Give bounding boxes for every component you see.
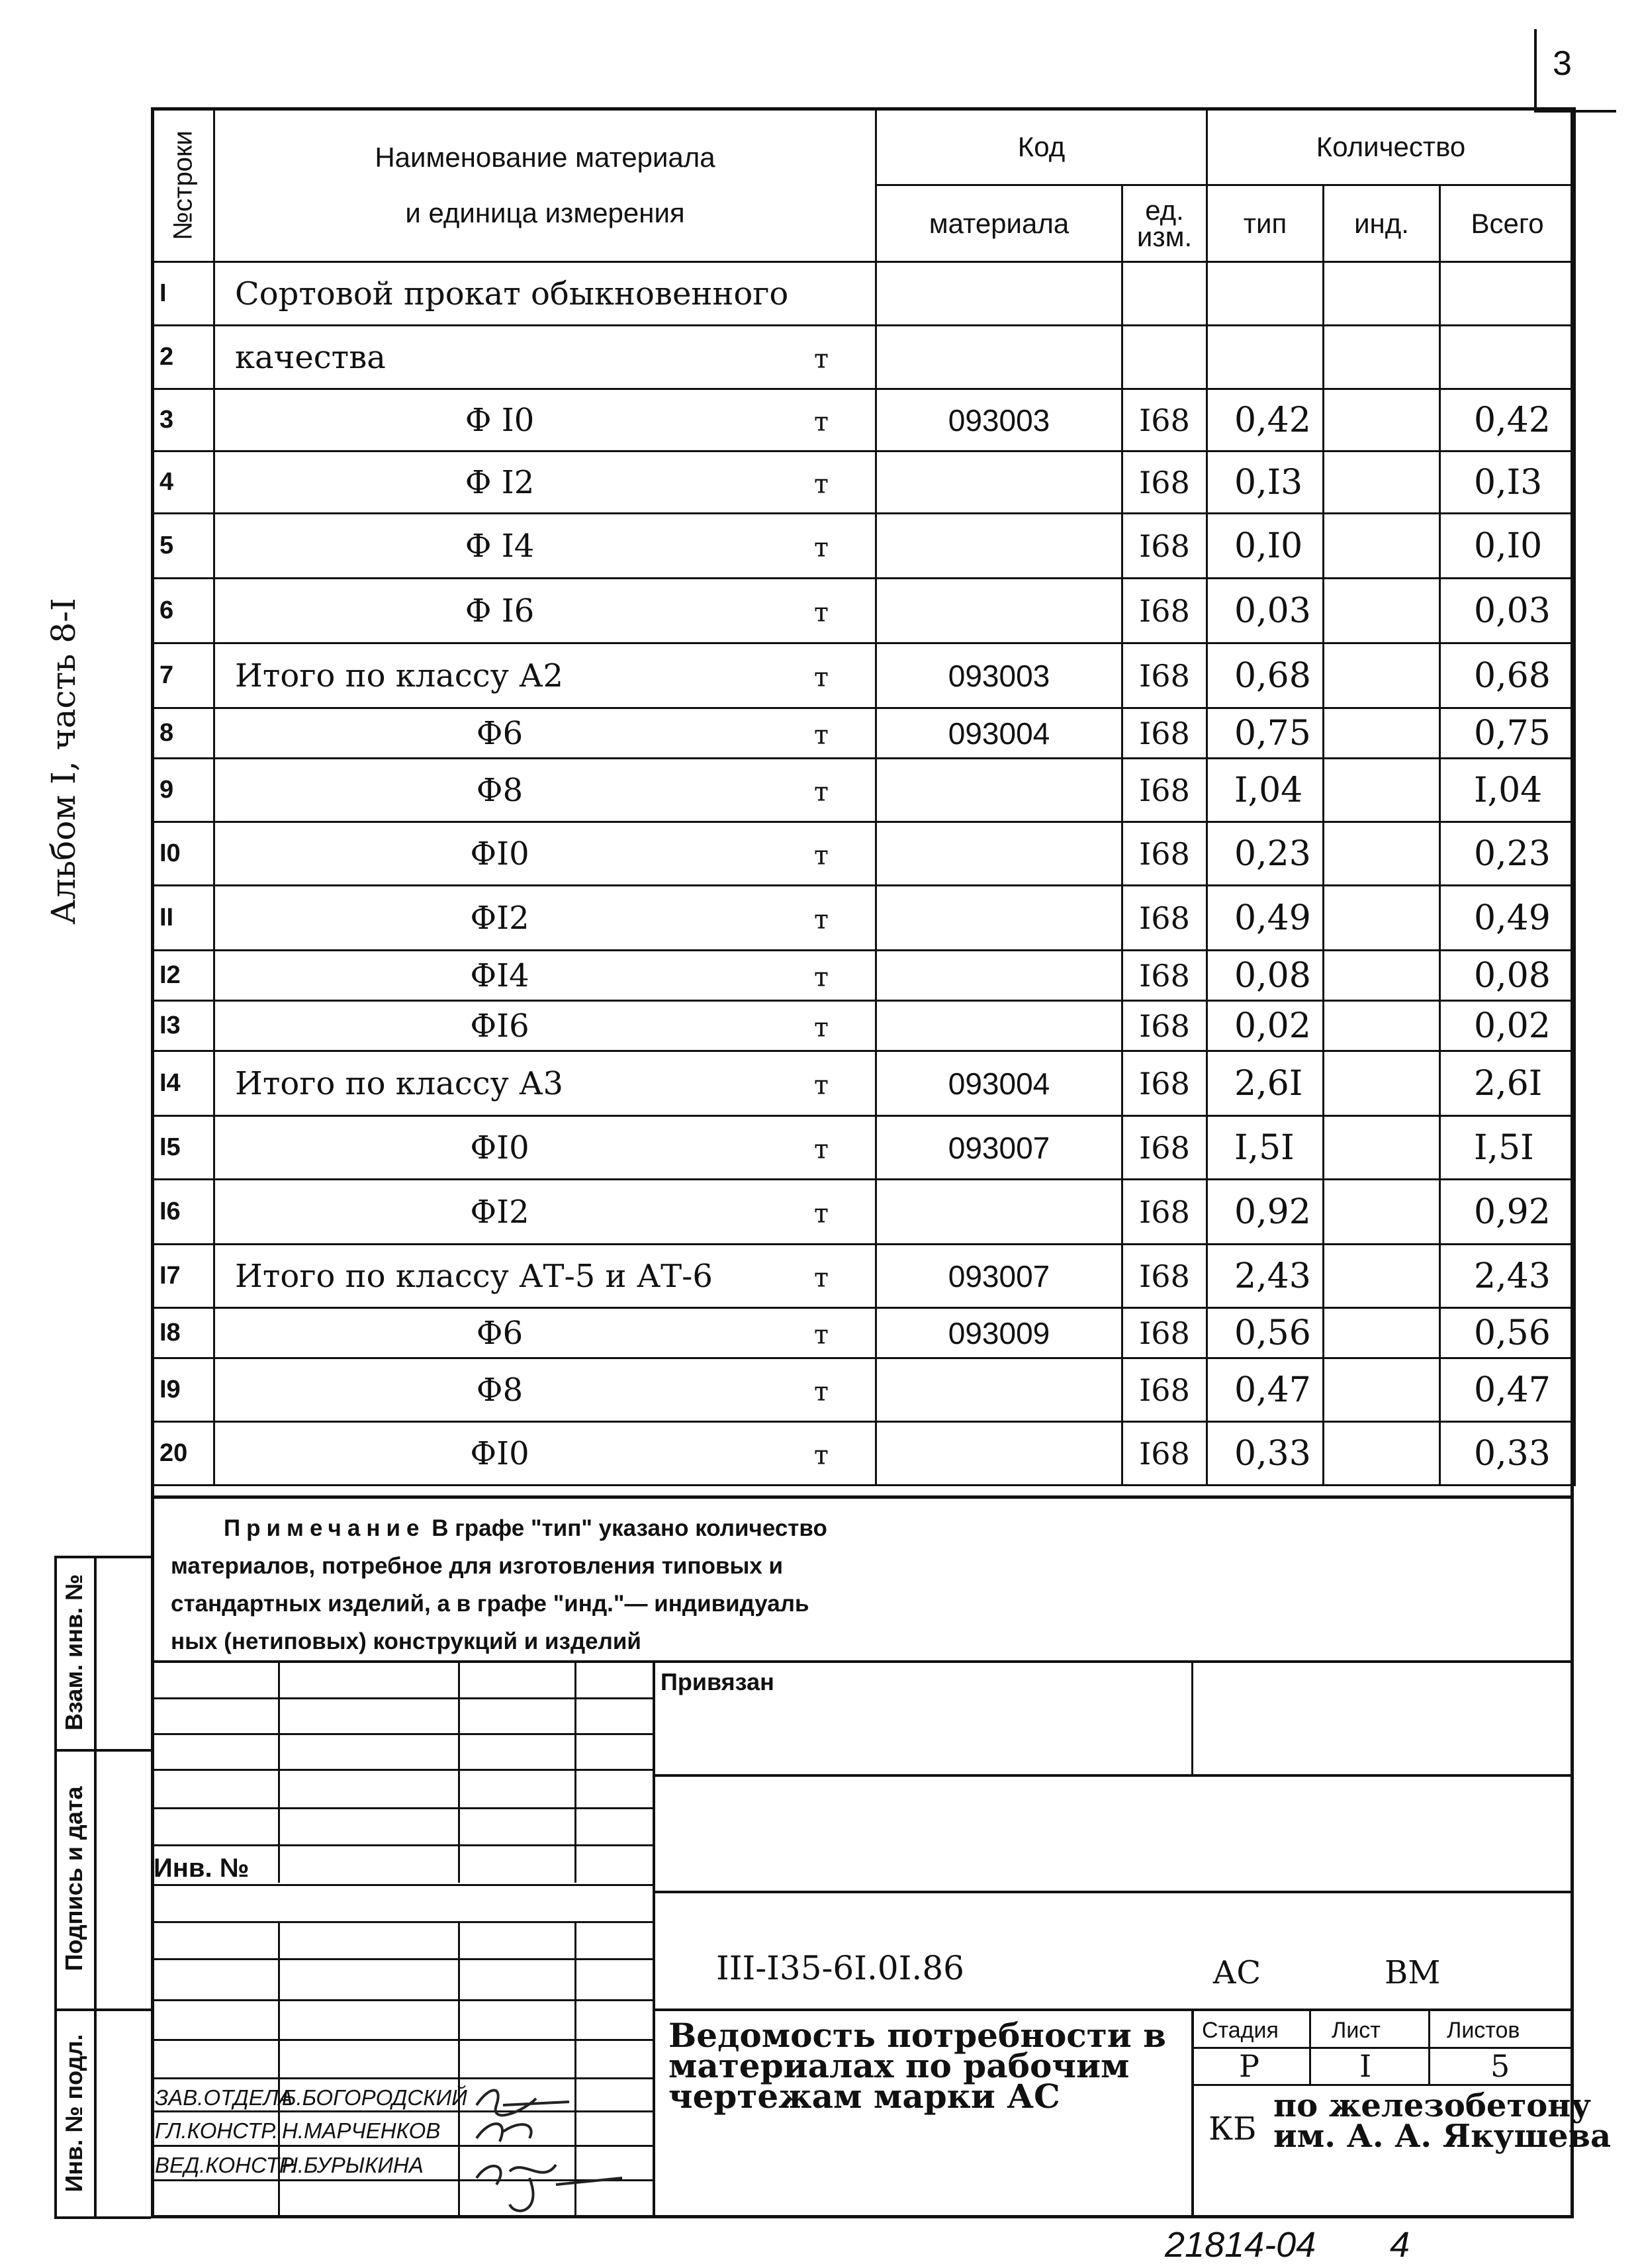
grid-line	[653, 1891, 1574, 1893]
signer-3: Н.БУРЫКИНА	[282, 2153, 424, 2177]
row-number: 3	[152, 389, 214, 451]
page-number-box	[1534, 29, 1616, 113]
quantity-typ: 2,6I	[1207, 1051, 1324, 1116]
row-number: I6	[152, 1180, 214, 1245]
material-name-cell	[214, 1116, 876, 1180]
signature-2	[477, 2124, 531, 2142]
table-row	[152, 1116, 1575, 1180]
quantity-ind	[1324, 822, 1440, 886]
material-code: 093007	[876, 1245, 1122, 1308]
material-name-cell	[214, 262, 876, 326]
material-name-cell	[214, 886, 876, 951]
material-code: 093009	[876, 1308, 1122, 1358]
side-column-bottom-border	[54, 2216, 151, 2219]
quantity-ind	[1324, 759, 1440, 822]
header-qty-typ: тип	[1207, 185, 1324, 262]
grid-line	[1191, 2084, 1574, 2086]
side-column-top-border	[54, 1556, 151, 1558]
material-unit: т	[813, 468, 829, 499]
title-block-top-border	[151, 1660, 1574, 1663]
quantity-total: 0,42	[1440, 389, 1575, 451]
sheets-label: Листов	[1447, 2018, 1520, 2043]
unit-code: I68	[1122, 1116, 1207, 1180]
material-code	[876, 1422, 1122, 1486]
unit-code: I68	[1122, 514, 1207, 579]
row-number: II	[152, 886, 214, 951]
quantity-total: 0,68	[1440, 643, 1575, 708]
material-code	[876, 262, 1122, 326]
sheets-value: 5	[1490, 2048, 1510, 2084]
table-row	[152, 886, 1575, 951]
unit-code: I68	[1122, 1358, 1207, 1422]
material-code	[876, 326, 1122, 389]
quantity-ind	[1324, 389, 1440, 451]
material-name-cell	[214, 1001, 876, 1051]
note-line-2: материалов, потребное для изготовления типовых и	[171, 1553, 784, 1579]
material-code: 093003	[876, 389, 1122, 451]
material-name-cell	[214, 708, 876, 759]
row-number: 6	[152, 579, 214, 643]
note-label: Примечание	[224, 1515, 426, 1541]
side-column-divider-2	[54, 2008, 151, 2011]
unit-code: I68	[1122, 886, 1207, 951]
material-unit: т	[813, 1012, 829, 1043]
table-row	[152, 1051, 1575, 1116]
row-number: I2	[152, 951, 214, 1001]
quantity-typ: I,04	[1207, 759, 1324, 822]
table-row	[152, 1001, 1575, 1051]
material-unit: т	[813, 904, 829, 935]
material-unit: т	[813, 1069, 829, 1100]
row-number: 20	[152, 1422, 214, 1486]
material-name-cell	[214, 822, 876, 886]
material-unit: т	[813, 596, 829, 628]
material-name: Ф6	[476, 1314, 524, 1352]
quantity-typ: 0,56	[1207, 1308, 1324, 1358]
quantity-typ: I,5I	[1207, 1116, 1324, 1180]
signature-1	[477, 2091, 569, 2116]
quantity-total	[1440, 262, 1575, 326]
material-unit: т	[813, 343, 829, 374]
quantity-typ: 0,33	[1207, 1422, 1324, 1486]
material-name-cell	[214, 951, 876, 1001]
grid-line	[151, 2039, 654, 2041]
organization: по железобетону им. А. А. Якушева	[1273, 2087, 1612, 2155]
row-number: I5	[152, 1116, 214, 1180]
material-code	[876, 886, 1122, 951]
stage-value: Р	[1239, 2048, 1259, 2084]
header-quantity: Количество	[1207, 109, 1575, 185]
grid-line	[151, 1958, 654, 1960]
row-number: 8	[152, 708, 214, 759]
signatures	[463, 2079, 635, 2231]
quantity-typ	[1207, 326, 1324, 389]
material-name: Ф I6	[465, 592, 535, 630]
grid-line	[653, 2008, 1574, 2011]
header-row-number: №строки	[152, 109, 214, 262]
table-row	[152, 514, 1575, 579]
grid-line	[653, 1660, 655, 2216]
header-material-name: Наименование материала и единица измерения	[214, 109, 876, 262]
quantity-ind	[1324, 262, 1440, 326]
material-unit: т	[813, 1439, 829, 1470]
quantity-typ: 0,49	[1207, 886, 1324, 951]
material-name: ФI4	[470, 957, 529, 994]
table-row	[152, 759, 1575, 822]
unit-code: I68	[1122, 951, 1207, 1001]
note-line-4: ных (нетиповых) конструкций и изделий	[171, 1629, 641, 1654]
material-unit: т	[813, 1133, 829, 1164]
quantity-total: I,5I	[1440, 1116, 1575, 1180]
material-code: 093003	[876, 643, 1122, 708]
material-unit: т	[813, 961, 829, 992]
material-name-cell	[214, 759, 876, 822]
unit-code: I68	[1122, 389, 1207, 451]
document-mark: АС	[1212, 1954, 1261, 1991]
table-row	[152, 451, 1575, 514]
quantity-ind	[1324, 1116, 1440, 1180]
note-line-1: В графе "тип" указано количество	[432, 1515, 827, 1541]
materials-table	[151, 107, 1576, 1486]
org-prefix: КБ	[1209, 2110, 1257, 2148]
material-unit: т	[813, 719, 829, 750]
grid-line	[151, 1884, 654, 1886]
material-name-cell	[214, 1358, 876, 1422]
document-type: ВМ	[1385, 1954, 1441, 1991]
material-unit: т	[813, 1319, 829, 1350]
material-code	[876, 1180, 1122, 1245]
material-code: 093007	[876, 1116, 1122, 1180]
material-name: ФI0	[470, 1435, 529, 1472]
unit-code: I68	[1122, 1422, 1207, 1486]
quantity-typ: 0,03	[1207, 579, 1324, 643]
material-unit: т	[813, 1262, 829, 1293]
material-name-cell	[214, 326, 876, 389]
quantity-ind	[1324, 1001, 1440, 1051]
role-3: ВЕД.КОНСТР.	[155, 2153, 296, 2177]
sheet-label: Лист	[1332, 2018, 1381, 2043]
footer-sheet: 4	[1390, 2225, 1410, 2265]
material-code	[876, 514, 1122, 579]
grid-line	[278, 1660, 280, 1883]
material-code	[876, 1001, 1122, 1051]
sheet-value: I	[1359, 2048, 1372, 2084]
row-number: 7	[152, 643, 214, 708]
unit-code: I68	[1122, 451, 1207, 514]
header-qty-total: Всего	[1440, 185, 1575, 262]
quantity-typ: 0,42	[1207, 389, 1324, 451]
unit-code: I68	[1122, 1308, 1207, 1358]
row-number: I	[152, 262, 214, 326]
unit-code	[1122, 326, 1207, 389]
document-code: III-I35-6I.0I.86	[716, 1949, 964, 1987]
material-name-cell	[214, 514, 876, 579]
material-code	[876, 951, 1122, 1001]
grid-line	[151, 1769, 654, 1771]
material-name-cell	[214, 1308, 876, 1358]
table-row	[152, 1422, 1575, 1486]
table-row	[152, 1180, 1575, 1245]
row-number: I9	[152, 1358, 214, 1422]
unit-code: I68	[1122, 1001, 1207, 1051]
material-name: Ф I2	[465, 463, 535, 501]
unit-code: I68	[1122, 1245, 1207, 1308]
inv-no-label: Инв. №	[154, 1854, 250, 1883]
quantity-ind	[1324, 1358, 1440, 1422]
material-code	[876, 1358, 1122, 1422]
table-row	[152, 1358, 1575, 1422]
material-unit: т	[813, 1198, 829, 1229]
quantity-ind	[1324, 326, 1440, 389]
quantity-total: I,04	[1440, 759, 1575, 822]
material-name: ФI0	[470, 1129, 529, 1166]
quantity-ind	[1324, 708, 1440, 759]
title-block-bottom-border	[151, 2215, 1574, 2218]
table-row	[152, 389, 1575, 451]
grid-line	[574, 1660, 576, 1883]
material-name: Ф8	[476, 1371, 524, 1409]
quantity-typ	[1207, 262, 1324, 326]
material-name: Итого по классу АТ-5 и АТ-6	[235, 1257, 713, 1295]
table-row	[152, 708, 1575, 759]
quantity-typ: 0,23	[1207, 822, 1324, 886]
table-row	[152, 326, 1575, 389]
quantity-total: 0,03	[1440, 579, 1575, 643]
unit-code: I68	[1122, 643, 1207, 708]
material-name: Ф I4	[465, 527, 535, 565]
material-name: Сортовой прокат обыкновенного	[235, 275, 789, 312]
role-1: ЗАВ.ОТДЕЛА	[155, 2085, 293, 2110]
material-name-cell	[214, 1051, 876, 1116]
side-label-vzam-inv: Взам. инв. №	[60, 1574, 87, 1731]
quantity-total: 2,43	[1440, 1245, 1575, 1308]
material-unit: т	[813, 406, 829, 437]
material-name: ФI2	[470, 1193, 529, 1231]
privyazan-label: Привязан	[661, 1668, 774, 1695]
role-2: ГЛ.КОНСТР.	[155, 2118, 279, 2143]
quantity-total: 0,08	[1440, 951, 1575, 1001]
material-unit: т	[813, 661, 829, 692]
header-qty-ind: инд.	[1324, 185, 1440, 262]
material-name: Ф8	[476, 771, 524, 809]
table-row	[152, 262, 1575, 326]
quantity-ind	[1324, 1422, 1440, 1486]
quantity-typ: 0,92	[1207, 1180, 1324, 1245]
material-name-cell	[214, 451, 876, 514]
grid-line	[151, 1697, 654, 1699]
quantity-total: 2,6I	[1440, 1051, 1575, 1116]
material-name-cell	[214, 579, 876, 643]
table-row	[152, 579, 1575, 643]
quantity-total: 0,92	[1440, 1180, 1575, 1245]
material-name: ФI6	[470, 1007, 529, 1045]
album-label: Альбом I, часть 8-I	[44, 598, 83, 925]
grid-line	[458, 1921, 460, 2216]
row-number: 9	[152, 759, 214, 822]
row-number: 2	[152, 326, 214, 389]
row-number: I8	[152, 1308, 214, 1358]
header-code: Код	[876, 109, 1207, 185]
unit-code: I68	[1122, 1051, 1207, 1116]
grid-line	[151, 1921, 654, 1923]
quantity-total: 0,47	[1440, 1358, 1575, 1422]
note-line-3: стандартных изделий, а в графе "инд."— индивидуаль	[171, 1591, 809, 1617]
unit-code: I68	[1122, 759, 1207, 822]
row-number: I4	[152, 1051, 214, 1116]
quantity-typ: 2,43	[1207, 1245, 1324, 1308]
quantity-total: 0,56	[1440, 1308, 1575, 1358]
grid-line	[151, 1807, 654, 1809]
quantity-ind	[1324, 451, 1440, 514]
quantity-ind	[1324, 886, 1440, 951]
quantity-ind	[1324, 643, 1440, 708]
quantity-typ: 0,I3	[1207, 451, 1324, 514]
material-unit: т	[813, 839, 829, 871]
grid-line	[151, 1733, 654, 1735]
side-column-divider-1	[54, 1749, 151, 1752]
unit-code: I68	[1122, 1180, 1207, 1245]
material-name: Итого по классу А3	[235, 1064, 564, 1102]
table-row	[152, 1245, 1575, 1308]
material-code	[876, 451, 1122, 514]
material-unit: т	[813, 776, 829, 807]
quantity-ind	[1324, 1308, 1440, 1358]
unit-code: I68	[1122, 822, 1207, 886]
material-name-cell	[214, 1245, 876, 1308]
quantity-typ: 0,I0	[1207, 514, 1324, 579]
table-row	[152, 643, 1575, 708]
grid-line	[1191, 2008, 1194, 2216]
material-name-cell	[214, 643, 876, 708]
quantity-ind	[1324, 1180, 1440, 1245]
material-code	[876, 822, 1122, 886]
quantity-total: 0,02	[1440, 1001, 1575, 1051]
material-code	[876, 759, 1122, 822]
quantity-total: 0,33	[1440, 1422, 1575, 1486]
row-number: I7	[152, 1245, 214, 1308]
material-name: качества	[235, 338, 386, 376]
quantity-ind	[1324, 1051, 1440, 1116]
quantity-total: 0,I0	[1440, 514, 1575, 579]
unit-code: I68	[1122, 708, 1207, 759]
row-number: I3	[152, 1001, 214, 1051]
quantity-ind	[1324, 514, 1440, 579]
material-code: 093004	[876, 1051, 1122, 1116]
signer-2: Н.МАРЧЕНКОВ	[282, 2118, 441, 2143]
page-number: 3	[1553, 44, 1572, 83]
quantity-ind	[1324, 951, 1440, 1001]
material-code: 093004	[876, 708, 1122, 759]
note	[171, 1509, 1163, 1660]
grid-line	[458, 1660, 460, 1883]
quantity-typ: 0,02	[1207, 1001, 1324, 1051]
unit-code: I68	[1122, 579, 1207, 643]
footer-number: 21814-04	[1165, 2225, 1316, 2265]
document-title: Ведомость потребности в материалах по рабочим чертежам марки АС	[668, 2016, 1166, 2116]
material-name: Ф6	[476, 714, 524, 752]
row-number: 5	[152, 514, 214, 579]
quantity-typ: 0,08	[1207, 951, 1324, 1001]
material-unit: т	[813, 1376, 829, 1407]
material-name-cell	[214, 1180, 876, 1245]
table-row	[152, 951, 1575, 1001]
grid-line	[1428, 2008, 1430, 2085]
material-name: ФI2	[470, 899, 529, 937]
table-row	[152, 822, 1575, 886]
side-column-left-border	[54, 1556, 57, 2219]
signature-3	[477, 2165, 622, 2211]
quantity-ind	[1324, 579, 1440, 643]
quantity-total: 0,75	[1440, 708, 1575, 759]
quantity-total: 0,I3	[1440, 451, 1575, 514]
grid-line	[151, 1844, 654, 1846]
header-code-material: материала	[876, 185, 1122, 262]
stage-label: Стадия	[1202, 2018, 1279, 2043]
unit-code	[1122, 262, 1207, 326]
grid-line	[653, 1774, 1574, 1777]
side-label-inv-podl: Инв. № подл.	[60, 2034, 87, 2193]
quantity-typ: 0,68	[1207, 643, 1324, 708]
side-label-signature-date: Подпись и дата	[60, 1786, 87, 1971]
side-column-right-border	[94, 1556, 97, 2219]
material-name-cell	[214, 1422, 876, 1486]
quantity-ind	[1324, 1245, 1440, 1308]
material-code	[876, 579, 1122, 643]
material-name: Ф I0	[465, 401, 535, 439]
quantity-total: 0,23	[1440, 822, 1575, 886]
grid-line	[1309, 2008, 1311, 2085]
material-unit: т	[813, 532, 829, 563]
signer-1: Б.БОГОРОДСКИЙ	[282, 2085, 467, 2110]
material-name: Итого по классу А2	[235, 657, 564, 694]
grid-line	[151, 1999, 654, 2001]
quantity-typ: 0,47	[1207, 1358, 1324, 1422]
grid-line	[1191, 1660, 1193, 1775]
material-name-cell	[214, 389, 876, 451]
row-number: 4	[152, 451, 214, 514]
table-row	[152, 1308, 1575, 1358]
row-number: I0	[152, 822, 214, 886]
header-code-unit: ед. изм.	[1122, 185, 1207, 262]
quantity-total: 0,49	[1440, 886, 1575, 951]
quantity-total	[1440, 326, 1575, 389]
material-name: ФI0	[470, 835, 529, 873]
quantity-typ: 0,75	[1207, 708, 1324, 759]
